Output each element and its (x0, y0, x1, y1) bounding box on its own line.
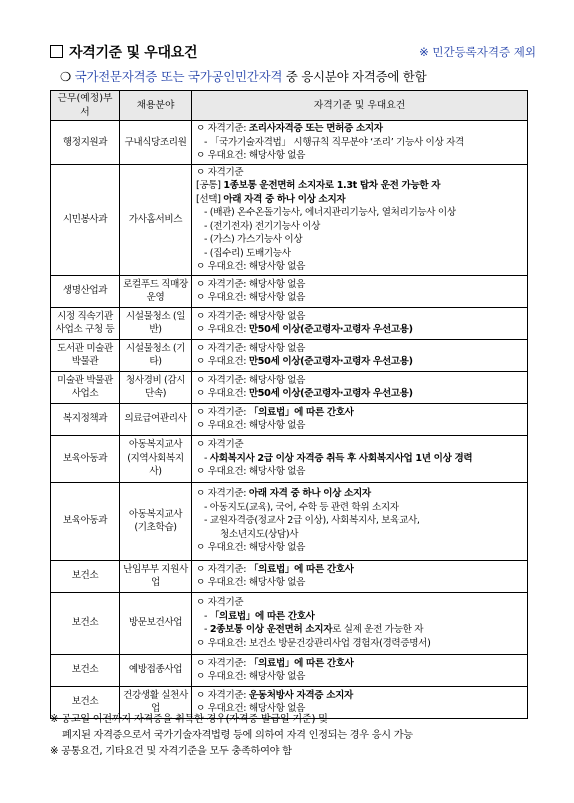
requirement-text: ㅇ 자격기준: 해당사항 없음 (196, 374, 306, 386)
requirement-line (196, 637, 524, 651)
requirement-text: ㅇ 자격기준: (196, 689, 249, 701)
table-row (51, 592, 528, 654)
requirement-bold-text: 조리사자격증 또는 면허증 소지자 (248, 123, 383, 134)
table-row (51, 560, 528, 592)
requirement-line (196, 452, 524, 466)
requirement-text-after: 로 실제 운전 가능한 자 (332, 624, 424, 635)
requirement-line (196, 193, 524, 207)
dept-cell: 시정 직속기관 사업소 구청 등 (51, 307, 120, 339)
table-header-row (51, 91, 528, 121)
field-cell: 건강생활 실천사업 (120, 686, 192, 718)
requirement-line (196, 355, 524, 369)
requirement-line (196, 260, 524, 274)
header-note: ※ 민간등록자격증 제외 (419, 45, 536, 59)
requirement-text: - (204, 610, 210, 622)
requirement-text: ㅇ 우대요건: 해당사항 없음 (196, 420, 306, 431)
circle-bullet-icon: ❍ (60, 69, 71, 84)
table-body (51, 121, 528, 719)
requirement-text: ㅇ 자격기준: (196, 563, 249, 575)
dept-cell: 도서관 미술관 박물관 (51, 339, 120, 371)
requirement-text: ㅇ 우대요건: 해당사항 없음 (196, 542, 306, 554)
requirement-bold-text: 1종보통 운전면허 소지자로 1.3t 탑차 운전 가능한 자 (223, 180, 441, 191)
field-cell: 의료급여관리사 (120, 403, 192, 435)
requirement-text: ㅇ 우대요건: 해당사항 없음 (196, 671, 306, 682)
requirement-text: ㅇ 자격기준: 해당사항 없음 (196, 278, 306, 290)
requirement-text: ㅇ 자격기준: (196, 123, 249, 134)
requirement-line (196, 623, 524, 637)
requirement-text: ㅇ 자격기준: 해당사항 없음 (196, 310, 306, 322)
requirement-bold-text: 운동처방사 자격증 소지자 (248, 689, 353, 701)
field-cell: 아동복지교사 (지역사회복지사) (120, 435, 192, 482)
dept-cell: 미술관 박물관 사업소 (51, 371, 120, 403)
requirement-line (196, 179, 524, 193)
requirement-text: ㅇ 우대요건: 해당사항 없음 (196, 703, 306, 714)
requirement-line (196, 563, 524, 577)
requirements-cell (192, 592, 528, 654)
requirement-bold-text: 「의료법」에 따른 간호사 (248, 406, 354, 418)
section-header (50, 42, 536, 62)
requirement-text: [선택] (196, 193, 224, 205)
field-cell: 청사경비 (감시단속) (120, 371, 192, 403)
footnote-1-cont: 폐지된 자격증으로서 국가기술자격법령 등에 의하여 자격 인정되는 경우 응시 가능 (62, 730, 413, 741)
requirement-text: ㅇ 자격기준: (196, 488, 249, 500)
header-dept: 근무(예정)부서 (51, 91, 120, 121)
requirements-cell (192, 164, 528, 275)
requirement-line (196, 149, 524, 163)
table-row (51, 307, 528, 339)
requirement-bold-text: 사회복지사 2급 이상 자격증 취득 후 사회복지사업 1년 이상 경력 (209, 452, 473, 464)
table-row (51, 654, 528, 686)
requirement-text: ㅇ 자격기준 (196, 166, 244, 178)
requirements-cell (192, 371, 528, 403)
requirements-cell (192, 482, 528, 560)
requirement-text: ㅇ 우대요건: 해당사항 없음 (196, 466, 306, 478)
requirement-bold-text: 「의료법」에 따른 간호사 (209, 610, 315, 622)
footnotes (50, 712, 413, 760)
requirement-line (196, 501, 524, 515)
requirement-text: ㅇ 우대요건: (196, 388, 249, 399)
requirement-text: ㅇ 우대요건: (196, 356, 249, 367)
dept-cell: 보육아동과 (51, 435, 120, 482)
requirement-text: ㅇ 우대요건: 해당사항 없음 (196, 577, 306, 588)
section-title-text: 자격기준 및 우대요건 (69, 45, 198, 61)
field-cell: 시설물청소 (기타) (120, 339, 192, 371)
requirement-line (196, 206, 524, 220)
requirement-line (196, 374, 524, 388)
dept-cell: 복지정책과 (51, 403, 120, 435)
requirement-line (196, 406, 524, 420)
requirement-bold-text: 아래 자격 중 하나 이상 소지자 (223, 193, 346, 205)
field-cell: 방문보건사업 (120, 592, 192, 654)
requirements-cell (192, 560, 528, 592)
requirement-text: - (204, 452, 210, 464)
requirements-cell (192, 435, 528, 482)
table-row (51, 435, 528, 482)
requirement-text: - (집수리) 도배기능사 (204, 247, 291, 259)
requirement-text: - 교원자격증(정교사 2급 이상), 사회복지사, 보육교사, (204, 515, 420, 527)
field-cell: 난임부부 지원사업 (120, 560, 192, 592)
dept-cell: 보건소 (51, 686, 120, 718)
requirement-line (196, 310, 524, 324)
requirement-line (196, 323, 524, 337)
requirements-cell (192, 275, 528, 307)
requirement-line (196, 342, 524, 356)
qualification-table (50, 90, 528, 719)
requirement-text: ㅇ 우대요건: (196, 324, 249, 335)
field-cell: 구내식당조리원 (120, 121, 192, 165)
requirement-text: ㅇ 자격기준: (196, 657, 249, 669)
requirement-text: ㅇ 우대요건: 해당사항 없음 (196, 292, 306, 303)
requirement-line (196, 387, 524, 401)
requirement-line (196, 576, 524, 590)
requirement-text: ㅇ 우대요건: 보건소 방문건강관리사업 경험자(경력증명서) (196, 637, 431, 649)
requirement-line (196, 514, 524, 528)
requirement-line (196, 136, 524, 150)
requirement-bold-text: 「의료법」에 따른 간호사 (248, 563, 354, 575)
requirement-bold-text: 만50세 이상(준고령자·고령자 우선고용) (248, 324, 413, 335)
requirement-line (196, 465, 524, 479)
requirement-text: ㅇ 우대요건: 해당사항 없음 (196, 261, 306, 272)
requirement-line (196, 166, 524, 180)
requirement-text: ㅇ 자격기준 (196, 439, 244, 451)
requirement-text: - (배관) 온수온돌기능사, 에너지관리기능사, 열처리기능사 이상 (204, 207, 456, 218)
requirement-text: - (204, 624, 210, 635)
table-row (51, 339, 528, 371)
subheading-highlight: 국가전문자격증 또는 국가공인민간자격 (74, 69, 283, 84)
requirement-line (196, 541, 524, 555)
requirements-cell (192, 339, 528, 371)
requirement-line (196, 670, 524, 684)
dept-cell: 보건소 (51, 592, 120, 654)
table-row (51, 371, 528, 403)
requirement-text: ㅇ 자격기준: 해당사항 없음 (196, 342, 306, 354)
dept-cell: 시민봉사과 (51, 164, 120, 275)
requirement-text: - (가스) 가스기능사 이상 (204, 234, 303, 245)
table-row (51, 121, 528, 165)
requirement-line (196, 657, 524, 671)
header-requirements: 자격기준 및 우대요건 (192, 91, 528, 121)
dept-cell: 보건소 (51, 654, 120, 686)
requirement-line (196, 220, 524, 234)
requirement-line (196, 291, 524, 305)
requirement-line (196, 487, 524, 501)
field-cell: 로컬푸드 직매장운영 (120, 275, 192, 307)
requirement-line (196, 247, 524, 261)
dept-cell: 생명산업과 (51, 275, 120, 307)
section-title (50, 42, 197, 62)
requirement-text: 청소년지도(상담)사 (220, 528, 299, 540)
requirements-cell (192, 307, 528, 339)
subheading (60, 67, 426, 85)
table-row (51, 403, 528, 435)
table-row (51, 275, 528, 307)
requirement-text: [공통] (196, 180, 224, 191)
requirements-cell (192, 121, 528, 165)
field-cell: 예방접종사업 (120, 654, 192, 686)
footnote-1: ※ 공고일 이전까지 자격증을 취득한 경우(자격증 발급일 기준) 및 (50, 714, 328, 725)
requirement-bold-text: 2종보통 이상 운전면허 소지자 (209, 624, 333, 635)
field-cell: 가사홈서비스 (120, 164, 192, 275)
requirement-line (196, 233, 524, 247)
dept-cell: 행정지원과 (51, 121, 120, 165)
requirement-text: ㅇ 자격기준: (196, 406, 249, 418)
table-row (51, 482, 528, 560)
requirements-cell (192, 403, 528, 435)
requirement-text: ㅇ 자격기준 (196, 597, 244, 608)
requirement-line (196, 689, 524, 703)
dept-cell: 보육아동과 (51, 482, 120, 560)
header-field: 채용분야 (120, 91, 192, 121)
field-cell: 아동복지교사 (기초학습) (120, 482, 192, 560)
subheading-rest: 중 응시분야 자격증에 한함 (282, 69, 427, 84)
requirement-line (196, 122, 524, 136)
requirement-text: - 「국가기술자격법」 시행규칙 직무분야 ‘조리’ 기능사 이상 자격 (204, 136, 464, 148)
table-row (51, 164, 528, 275)
requirement-line (196, 438, 524, 452)
requirement-bold-text: 만50세 이상(준고령자·고령자 우선고용) (248, 356, 413, 367)
field-cell: 시설물청소 (일반) (120, 307, 192, 339)
requirement-text: - 아동지도(교육), 국어, 수학 등 관련 학위 소지자 (204, 501, 399, 513)
requirement-line (196, 610, 524, 624)
requirement-bold-text: 아래 자격 중 하나 이상 소지자 (248, 488, 371, 500)
checkbox-square-icon (50, 45, 63, 58)
requirement-text: - (전기전자) 전기기능사 이상 (204, 220, 321, 232)
requirement-line (196, 528, 524, 542)
footnote-2: ※ 공통요건, 기타요건 및 자격기준을 모두 충족하여야 함 (50, 746, 292, 757)
requirement-text: ㅇ 우대요건: 해당사항 없음 (196, 150, 306, 161)
requirements-cell (192, 654, 528, 686)
requirement-bold-text: 「의료법」에 따른 간호사 (248, 657, 354, 669)
requirement-line (196, 419, 524, 433)
requirement-line (196, 278, 524, 292)
dept-cell: 보건소 (51, 560, 120, 592)
requirement-bold-text: 만50세 이상(준고령자·고령자 우선고용) (248, 388, 413, 399)
requirement-line (196, 596, 524, 610)
